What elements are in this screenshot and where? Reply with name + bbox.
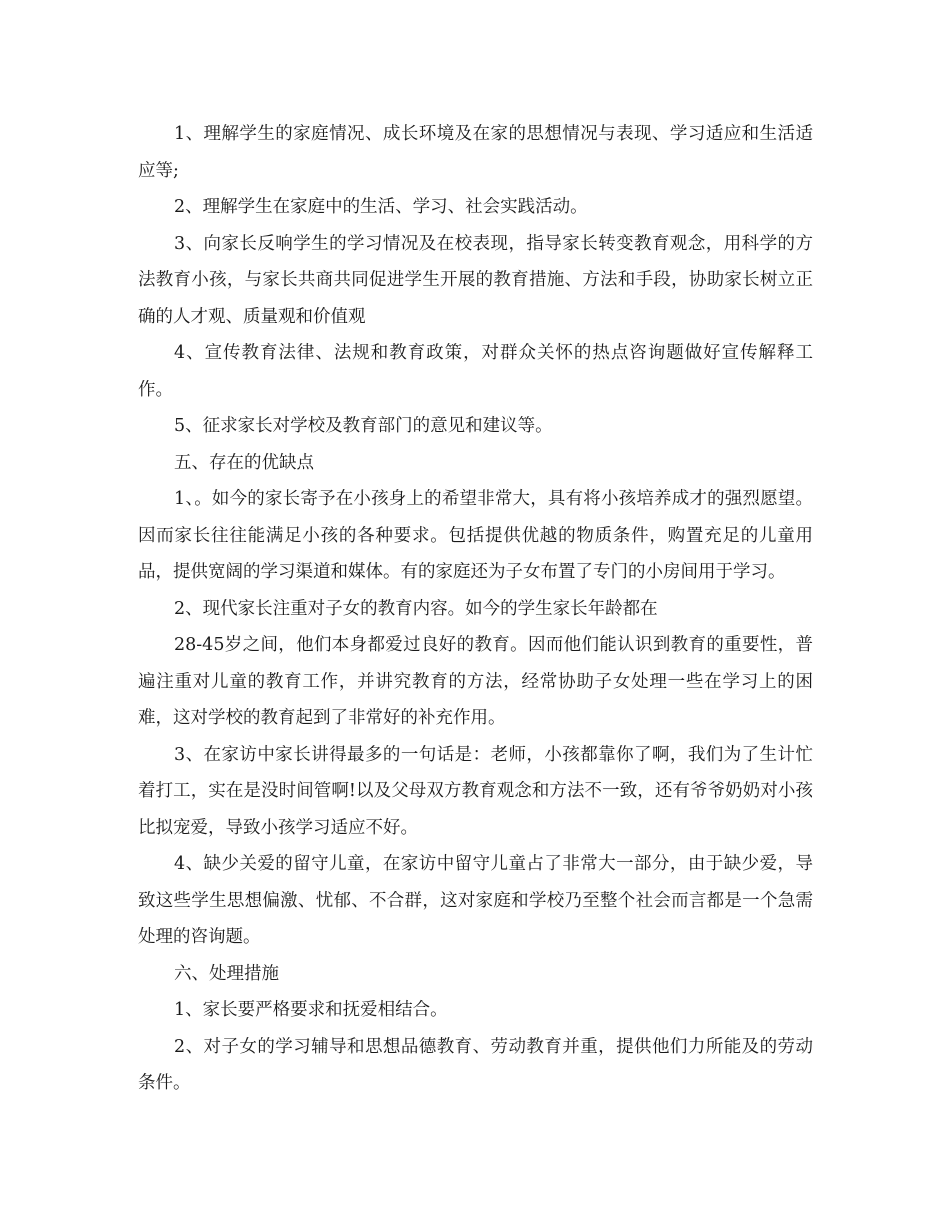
list-item: 1、理解学生的家庭情况、成长环境及在家的思想情况与表现、学习适应和生活适应等;	[138, 124, 813, 181]
document-body	[138, 116, 813, 1102]
list-item: 5、征求家长对学校及教育部门的意见和建议等。	[174, 416, 553, 436]
list-item: 4、宣传教育法律、法规和教育政策，对群众关怀的热点咨询题做好宣传解释工作。	[138, 343, 813, 400]
list-item: 2、现代家长注重对子女的教育内容。如今的学生家长年龄都在	[174, 598, 658, 619]
list-item: 2、理解学生在家庭中的生活、学习、社会实践活动。	[174, 197, 588, 217]
list-item: 3、在家访中家长讲得最多的一句话是：老师，小孩都靠你了啊，我们为了生计忙着打工，实在是没时间管啊!以及父母双方教育观念和方法不一致，还有爷爷奶奶对小孩比拟宠爱，导致小孩学习适应不好。	[138, 744, 813, 838]
list-item: 1、。如今的家长寄予在小孩身上的希望非常大，具有将小孩培养成才的强烈愿望。因而家长往往能满足小孩的各种要求。包括提供优越的物质条件，购置充足的儿童用品，提供宽阔的学习渠道和媒体。有的家庭还为子女布置了专门的小房间用于学习。	[138, 489, 813, 582]
list-item: 4、缺少关爱的留守儿童，在家访中留守儿童占了非常大一部分，由于缺少爱，导致这些学生思想偏激、忧郁、不合群，这对家庭和学校乃至整个社会而言都是一个急需处理的咨询题。	[138, 854, 813, 947]
list-item: 1、家长要严格要求和抚爱相结合。	[174, 1000, 448, 1020]
section-heading: 五、存在的优缺点	[174, 452, 314, 473]
list-item: 2、对子女的学习辅导和思想品德教育、劳动教育并重，提供他们力所能及的劳动条件。	[138, 1036, 813, 1093]
paragraph-continuation: 28-45岁之间，他们本身都爱过良好的教育。因而他们能认识到教育的重要性，普遍注重对儿童的教育工作，并讲究教育的方法，经常协助子女处理一些在学习上的困难，这对学校的教育起到了非常好的补充作用。	[138, 635, 813, 728]
list-item: 3、向家长反响学生的学习情况及在校表现，指导家长转变教育观念，用科学的方法教育小孩，与家长共商共同促进学生开展的教育措施、方法和手段，协助家长树立正确的人才观、质量观和价值观	[138, 233, 813, 327]
section-heading: 六、处理措施	[174, 963, 279, 984]
